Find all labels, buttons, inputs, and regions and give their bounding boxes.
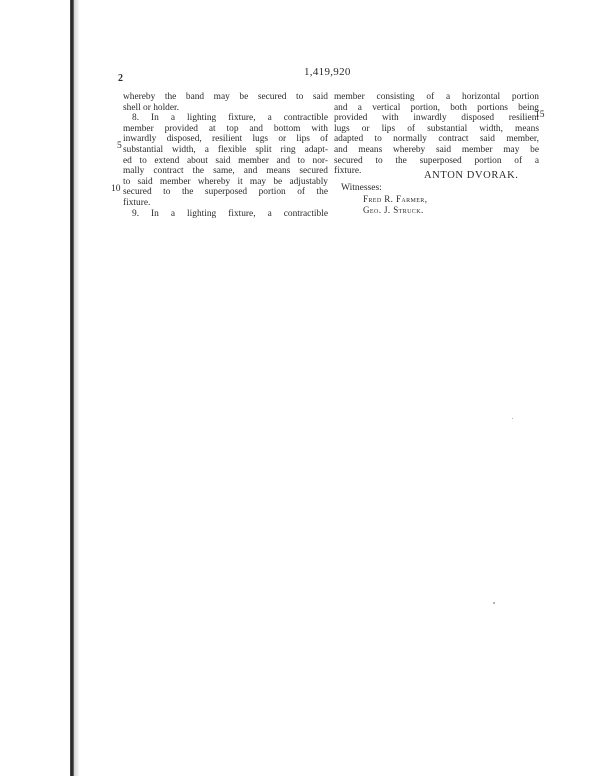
text-line: whereby the band may be secured to said [123, 92, 328, 102]
text-line: to said member whereby it may be adjustably [123, 176, 328, 187]
text-line: member consisting of a horizontal portion [334, 92, 539, 102]
inventor-signature: ANTON DVORAK. [424, 170, 519, 181]
text-line: inwardly disposed, resilient lugs or lips of [123, 134, 328, 145]
witness-name: Geo. J. Struck. [363, 205, 424, 215]
text-line: 8. In a lighting fixture, a contractible [132, 113, 328, 124]
text-line: adapted to normally contract said member, [334, 134, 539, 145]
patent-number: 1,419,920 [304, 66, 351, 78]
text-line: member provided at top and bottom with [123, 123, 328, 134]
text-line: substantial width, a flexible split ring adapt- [123, 144, 328, 155]
text-line: and a vertical portion, both portions being [334, 102, 539, 113]
text-line: ed to extend about said member and to nor- [123, 155, 328, 166]
text-line: 9. In a lighting fixture, a contractible [132, 208, 328, 219]
text-line: fixture. [334, 166, 362, 177]
text-line: mally contract the same, and means secured [123, 166, 328, 177]
scan-speck [512, 418, 513, 419]
text-line: and means whereby said member may be [334, 144, 539, 155]
binding-shadow [74, 0, 80, 776]
left-text-column [123, 92, 328, 219]
scan-speck [493, 602, 495, 604]
line-number-5: 5 [117, 141, 122, 151]
text-line: secured to the superposed portion of a [334, 155, 539, 166]
right-text-column [334, 92, 539, 177]
text-line: shell or holder. [123, 102, 179, 113]
page-number: 2 [118, 73, 123, 84]
line-number-15: 15 [535, 110, 545, 120]
text-line: secured to the superposed portion of the [123, 187, 328, 198]
text-line: lugs or lips of substantial width, means [334, 123, 539, 134]
text-line: fixture. [123, 197, 151, 208]
line-number-10: 10 [111, 184, 121, 194]
witness-name: Fred R. Farmer, [363, 194, 428, 204]
witnesses-heading: Witnesses: [341, 183, 382, 193]
text-line: provided with inwardly disposed resilient [334, 113, 539, 124]
